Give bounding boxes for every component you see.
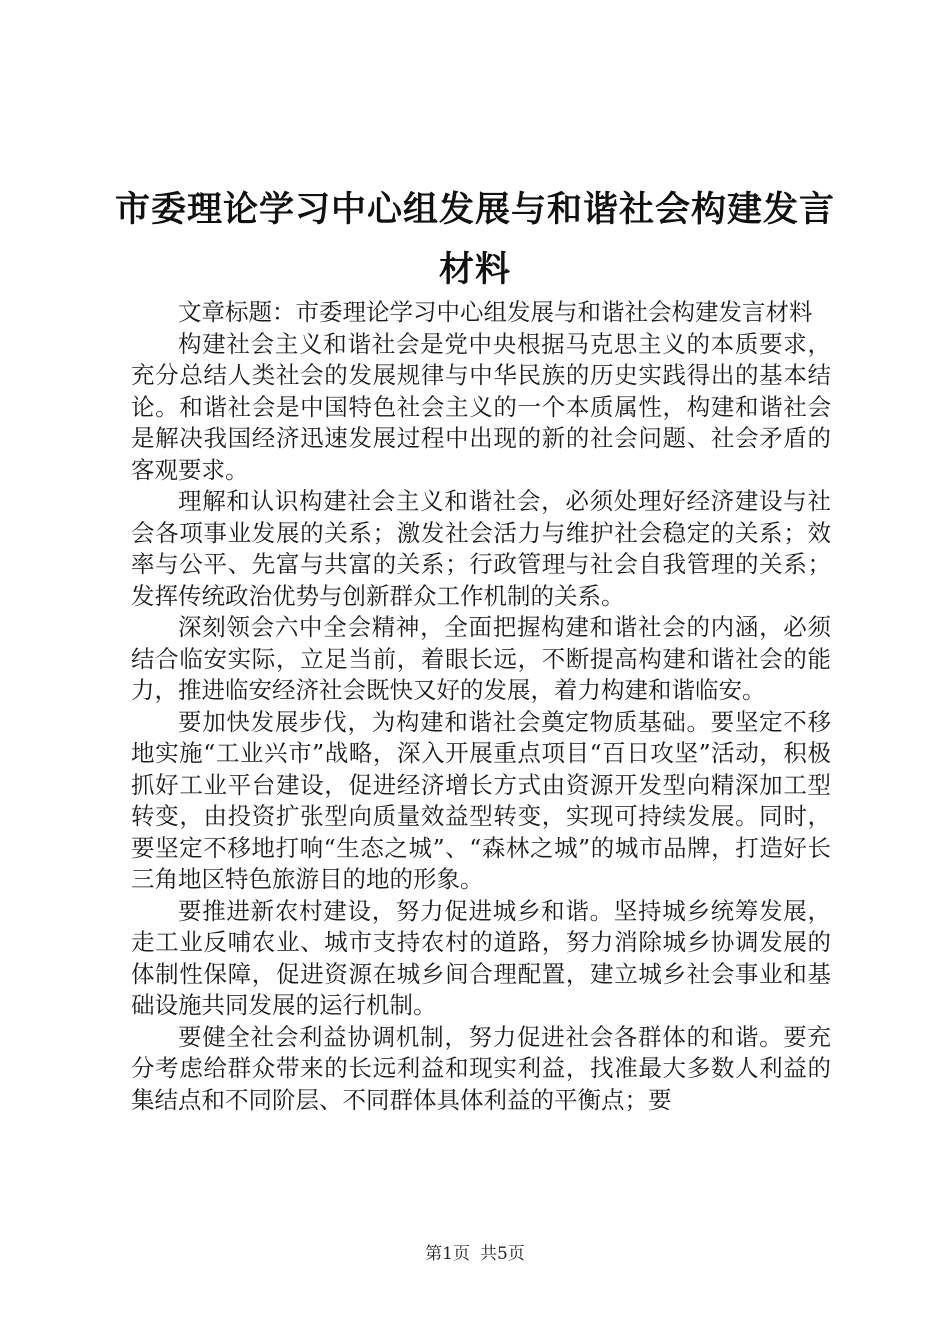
paragraph-article-title: 文章标题：市委理论学习中心组发展与和谐社会构建发言材料 — [178, 298, 813, 326]
document-body — [131, 297, 831, 1116]
page-total: 共5页 — [480, 1244, 525, 1264]
page-number: 第1页 — [425, 1244, 470, 1264]
document-title: 市委理论学习中心组发展与和谐社会构建发言材料 — [114, 189, 835, 290]
paragraph: 要健全社会利益协调机制，努力促进社会各群体的和谐。要充分考虑给群众带来的长远利益和现实利益，找准最大多数人利益的集结点和不同阶层、不同群体具体利益的平衡点；要 — [131, 1022, 831, 1114]
page-footer — [0, 1242, 950, 1266]
paragraph: 构建社会主义和谐社会是党中央根据马克思主义的本质要求，充分总结人类社会的发展规律与中华民族的历史实践得出的基本结论。和谐社会是中国特色社会主义的一个本质属性，构建和谐社会是解决我国经济迅速发展过程中出现的新的社会问题、社会矛盾的客观要求。 — [131, 329, 831, 484]
paragraph: 深刻领会六中全会精神，全面把握构建和谐社会的内涵，必须结合临安实际，立足当前，着眼长远，不断提高构建和谐社会的能力，推进临安经济社会既快又好的发展，着力构建和谐临安。 — [131, 613, 831, 704]
paragraph: 要加快发展步伐，为构建和谐社会奠定物质基础。要坚定不移地实施“工业兴市”战略，深入开展重点项目“百日攻坚”活动，积极抓好工业平台建设，促进经济增长方式由资源开发型向精深加工型转变，由投资扩张型向质量效益型转变，实现可持续发展。同时，要坚定不移地打响“生态之城”、“森林之城”的城市品牌，打造好长三角地区特色旅游目的地的形象。 — [131, 707, 831, 893]
paragraph: 理解和认识构建社会主义和谐社会，必须处理好经济建设与社会各项事业发展的关系；激发社会活力与维护社会稳定的关系；效率与公平、先富与共富的关系；行政管理与社会自我管理的关系；发挥传统政治优势与创新群众工作机制的关系。 — [131, 487, 831, 610]
paragraph: 要推进新农村建设，努力促进城乡和谐。坚持城乡统筹发展，走工业反哺农业、城市支持农村的道路，努力消除城乡协调发展的体制性保障，促进资源在城乡间合理配置，建立城乡社会事业和基础设施共同发展的运行机制。 — [131, 896, 831, 1019]
